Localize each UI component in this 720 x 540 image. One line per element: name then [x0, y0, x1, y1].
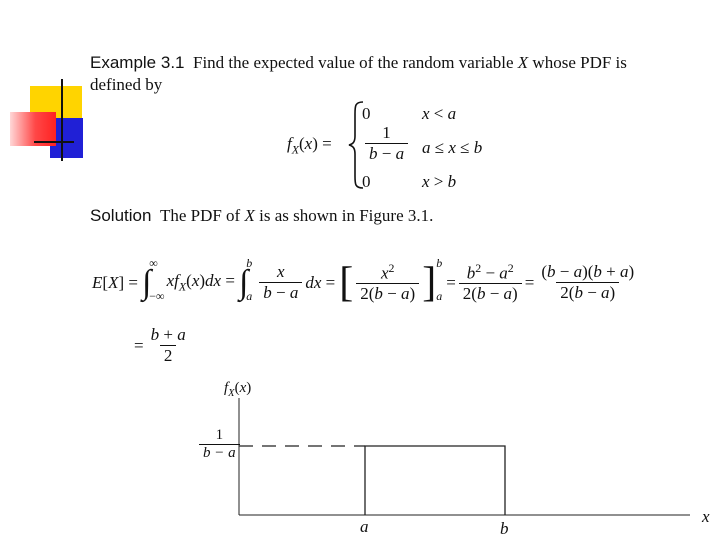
figure-y-label: $f_X(x)$	[224, 380, 252, 399]
case2-fraction: $\frac{1}{b - a}$	[362, 124, 411, 163]
solution-label: Solution	[90, 206, 152, 225]
pdf-lhs: $f_X(x)$ =	[287, 134, 332, 157]
result-equation: = $\frac{b + a}{2}$	[134, 325, 186, 365]
level-fraction: $\frac{1}{b - a}$	[196, 427, 243, 462]
case1-condition: x < a	[422, 104, 457, 123]
example-text-line1: Find the expected value of the random variable X whose PDF is	[193, 53, 627, 72]
expectation-equation: E[X] = ∫ ∞ −∞ $xf_X(x)dx$ = ∫ b a $\frac{x}{b - a}$ dx = [ $\frac{x^2}{2(b - a)}$ ] b a = $\frac{b^2 - a^2}{2(b - a)}$ = $\frac{(b - a)(b + a)}{2(b - a)}$	[92, 256, 635, 306]
example-text-line2: defined by	[90, 75, 163, 94]
case3-condition: x > b	[422, 172, 457, 191]
x-tick-b: b	[500, 519, 509, 538]
x-axis-label: x	[702, 507, 710, 526]
x-tick-a: a	[360, 517, 369, 536]
case1-value: 0	[362, 104, 371, 123]
case2-condition: a ≤ x ≤ b	[422, 138, 483, 157]
example-label: Example 3.1	[90, 53, 185, 72]
solution-text: The PDF of X is as shown in Figure 3.1.	[159, 206, 434, 225]
pdf-rectangle	[365, 446, 505, 515]
case3-value: 0	[362, 172, 371, 191]
